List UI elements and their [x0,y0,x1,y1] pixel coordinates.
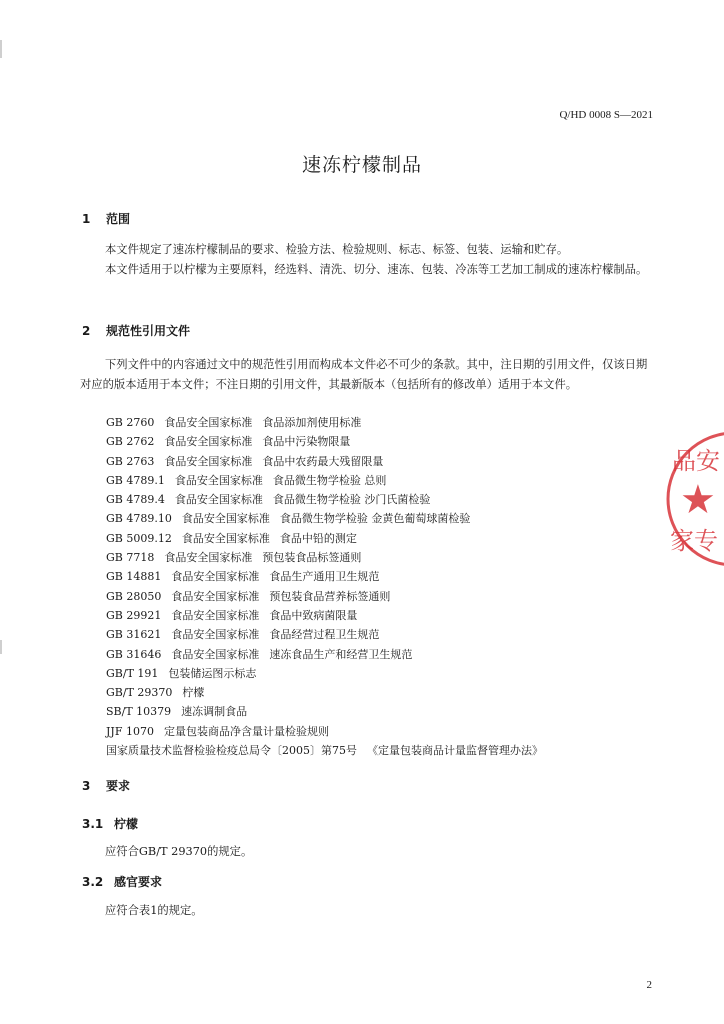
section-1-heading [82,210,130,227]
reference-code: GB/T 191 [106,666,159,680]
reference-item [106,645,553,664]
reference-item [106,548,553,567]
reference-item [106,587,553,606]
reference-item [106,509,553,528]
section-3-heading [82,777,130,794]
reference-title: 食品微生物学检验 总则 [272,473,387,487]
reference-code: GB 4789.4 [106,493,165,507]
reference-title: 食品安全国家标准 [164,551,253,565]
reference-title: 速冻调制食品 [181,705,248,719]
reference-code: GB 29921 [106,608,162,622]
reference-code: GB 5009.12 [106,531,172,545]
section-2-heading [82,322,190,339]
reference-title: 食品生产通用卫生规范 [269,570,380,584]
reference-title: 食品中污染物限量 [262,435,351,449]
section-3-2-para: 应符合表1的规定。 [105,904,203,917]
reference-title: 速冻食品生产和经营卫生规范 [269,647,413,661]
official-seal-stamp [666,425,724,573]
scan-margin-mark [0,40,2,58]
reference-title: 《定量包装商品计量监督管理办法》 [367,744,543,758]
reference-title: 食品中农药最大残留限量 [262,454,384,468]
section-1-para-1: 本文件规定了速冻柠檬制品的要求、检验方法、检验规则、标志、标签、包装、运输和贮存。 [105,243,569,256]
reference-code: GB 7718 [106,551,155,565]
reference-code: GB 4789.10 [106,512,172,526]
page-number: 2 [646,979,652,991]
section-3-1-heading [82,815,138,832]
reference-code: GB 4789.1 [106,473,165,487]
reference-item [106,432,553,451]
reference-title: 食品安全国家标准 [164,435,253,449]
reference-title: 食品安全国家标准 [174,493,263,507]
seal-text-top: 品安 [672,447,720,475]
reference-title: 食品安全国家标准 [171,570,260,584]
section-title: 要求 [106,779,131,793]
reference-title: 食品安全国家标准 [164,454,253,468]
reference-item [106,702,553,721]
reference-item [106,683,553,702]
reference-title: 食品添加剂使用标准 [262,416,362,429]
reference-item [106,413,553,432]
reference-title: 预包装食品营养标签通则 [269,589,391,603]
section-title: 范围 [106,212,131,226]
section-number: 3.1 [82,817,104,831]
reference-title: 食品安全国家标准 [171,589,260,603]
reference-title: 包装储运图示标志 [168,666,257,680]
document-code: Q/HD 0008 S—2021 [559,109,653,121]
reference-title: 食品微生物学检验 沙门氏菌检验 [272,493,431,507]
reference-title: 食品经营过程卫生规范 [269,628,380,642]
reference-code: GB 28050 [106,589,162,603]
reference-code: GB 14881 [106,570,162,584]
section-title: 柠檬 [114,817,139,831]
reference-item [106,529,553,548]
reference-code: GB 31621 [106,628,162,642]
reference-title: 柠檬 [182,686,205,700]
reference-item [106,490,553,509]
reference-title: 食品中铅的测定 [279,531,357,545]
section-3-2-heading [82,873,162,890]
reference-code: GB 2763 [106,454,155,468]
reference-title: 食品安全国家标准 [171,628,260,642]
seal-text-bottom: 家专 [670,527,718,555]
section-number: 2 [82,324,91,338]
section-title: 规范性引用文件 [106,324,191,338]
section-3-1-para: 应符合GB/T 29370的规定。 [105,845,253,858]
reference-title: 食品微生物学检验 金黄色葡萄球菌检验 [279,512,471,526]
reference-title: 食品安全国家标准 [171,647,260,661]
seal-star-icon: ★ [680,477,716,523]
reference-code: GB/T 29370 [106,686,173,700]
reference-code: GB 2762 [106,435,155,449]
reference-item [106,625,553,644]
section-title: 感官要求 [114,875,163,889]
section-number: 3 [82,779,91,793]
reference-code: JJF 1070 [106,724,154,738]
reference-code: SB/T 10379 [106,705,172,719]
reference-item [106,471,553,490]
reference-title: 食品安全国家标准 [171,608,260,622]
reference-item [106,606,553,625]
reference-item [106,722,553,741]
section-number: 1 [82,212,91,226]
reference-list [106,413,553,760]
reference-code: 国家质量技术监督检验检疫总局令〔2005〕第75号 [106,744,357,758]
reference-item [106,664,553,683]
reference-title: 食品安全国家标准 [181,531,270,545]
reference-title: 食品安全国家标准 [164,416,253,429]
reference-item [106,567,553,586]
reference-item [106,452,553,471]
reference-code: GB 2760 [106,416,155,429]
reference-title: 食品安全国家标准 [181,512,270,526]
reference-title: 定量包装商品净含量计量检验规则 [163,724,329,738]
document-title: 速冻柠檬制品 [301,154,422,176]
section-number: 3.2 [82,875,104,889]
reference-title: 食品安全国家标准 [174,473,263,487]
reference-code: GB 31646 [106,647,162,661]
reference-title: 预包装食品标签通则 [262,551,362,565]
reference-title: 食品中致病菌限量 [269,608,358,622]
section-1-para-2: 本文件适用于以柠檬为主要原料，经选料、清洗、切分、速冻、包装、冷冻等工艺加工制成的速冻柠檬制品。 [105,263,648,276]
scan-margin-mark [0,640,2,654]
section-2-para: 下列文件中的内容通过文中的规范性引用而构成本文件必不可少的条款。其中，注日期的引用文件，仅该日期对应的版本适用于本文件；不注日期的引用文件，其最新版本（包括所有的修改单）适用于本文件。 [80,358,648,391]
reference-item [106,741,553,760]
